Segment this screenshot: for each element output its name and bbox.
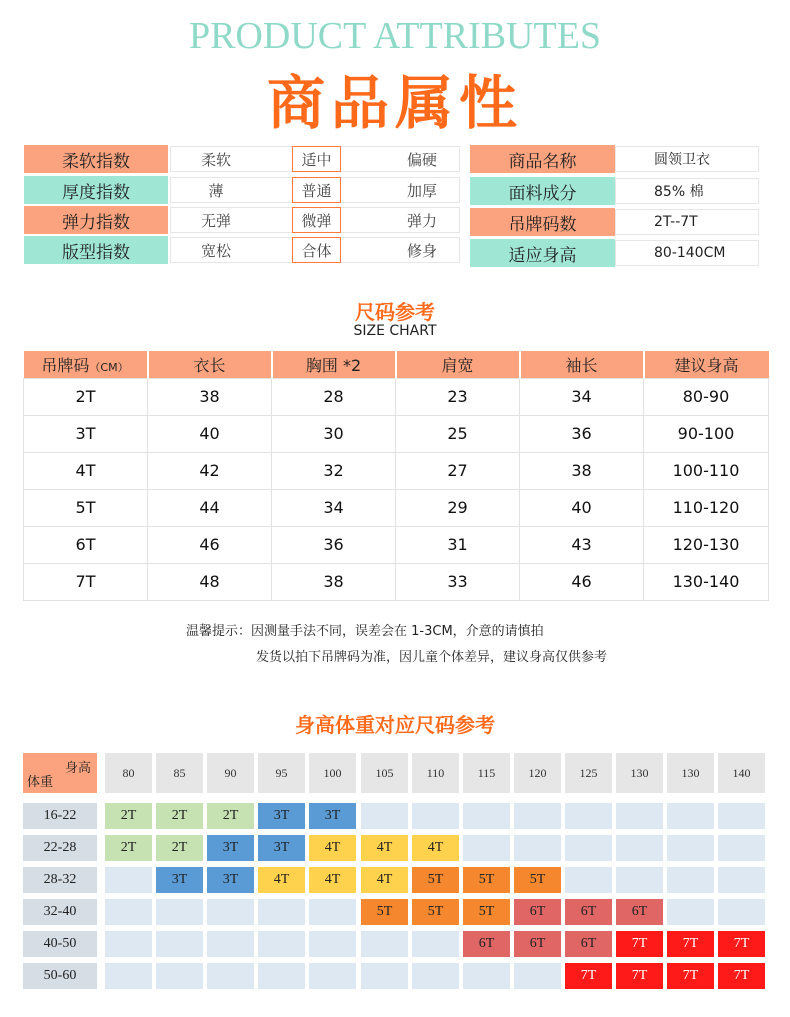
attribute-option: 柔软 (200, 150, 231, 169)
table-cell: 36 (520, 415, 644, 452)
size-cell: 6T (514, 931, 561, 957)
size-cell: 4T (361, 867, 408, 893)
weight-label: 50-60 (23, 963, 97, 989)
size-cell: 4T (309, 867, 356, 893)
table-cell: 38 (148, 378, 272, 415)
weight-label: 32-40 (23, 899, 97, 925)
weight-label: 28-32 (23, 867, 97, 893)
title-chinese: 商品属性 (266, 69, 523, 137)
col-header-height: 建议身高 (644, 351, 769, 378)
size-cell: 2T (207, 803, 254, 829)
empty-cell (667, 803, 714, 829)
empty-cell (258, 931, 305, 957)
height-header: 110 (412, 753, 459, 793)
size-cell: 5T (412, 899, 459, 925)
col-header-sleeve: 袖长 (520, 351, 644, 378)
empty-cell (105, 931, 152, 957)
size-cell: 2T (156, 803, 203, 829)
attribute-label: 厚度指数 (24, 176, 168, 204)
attribute-label: 弹力指数 (24, 206, 168, 234)
table-cell: 7T (24, 563, 148, 600)
size-cell: 5T (463, 899, 510, 925)
table-cell: 5T (24, 489, 148, 526)
size-cell: 3T (258, 835, 305, 861)
info-value: 85% 棉 (615, 178, 759, 204)
attribute-label: 柔软指数 (24, 145, 168, 173)
empty-cell (258, 899, 305, 925)
table-cell: 25 (396, 415, 520, 452)
size-cell: 7T (616, 963, 663, 989)
size-cell: 4T (309, 835, 356, 861)
size-cell: 4T (412, 835, 459, 861)
height-header: 120 (514, 753, 561, 793)
size-cell: 3T (309, 803, 356, 829)
table-cell: 31 (396, 526, 520, 563)
weight-label: 40-50 (23, 931, 97, 957)
table-cell: 90-100 (644, 415, 769, 452)
empty-cell (156, 963, 203, 989)
empty-cell (667, 835, 714, 861)
table-cell: 34 (272, 489, 396, 526)
size-cell: 3T (258, 803, 305, 829)
size-cell: 5T (514, 867, 561, 893)
title-english: PRODUCT ATTRIBUTES (188, 15, 602, 57)
table-cell: 130-140 (644, 563, 769, 600)
attribute-option-selected: 适中 (292, 146, 341, 172)
table-cell: 27 (396, 452, 520, 489)
table-cell: 3T (24, 415, 148, 452)
height-header: 85 (156, 753, 203, 793)
table-row (24, 526, 769, 563)
empty-cell (718, 803, 765, 829)
attribute-option: 修身 (406, 241, 437, 260)
empty-cell (565, 803, 612, 829)
size-cell: 5T (463, 867, 510, 893)
attribute-option-selected: 普通 (292, 177, 341, 203)
info-label: 面料成分 (470, 177, 615, 205)
empty-cell (207, 931, 254, 957)
size-cell: 5T (412, 867, 459, 893)
attribute-option: 宽松 (200, 241, 231, 260)
table-row (24, 489, 769, 526)
empty-cell (309, 931, 356, 957)
height-header: 90 (207, 753, 254, 793)
info-label: 吊牌码数 (470, 208, 615, 236)
height-header: 140 (718, 753, 765, 793)
info-value: 80-140CM (615, 240, 759, 266)
empty-cell (718, 867, 765, 893)
table-cell: 33 (396, 563, 520, 600)
empty-cell (105, 867, 152, 893)
weight-label: 16-22 (23, 803, 97, 829)
table-cell: 38 (520, 452, 644, 489)
empty-cell (156, 899, 203, 925)
attribute-options (170, 146, 460, 172)
attribute-options (170, 207, 460, 233)
height-header: 100 (309, 753, 356, 793)
empty-cell (361, 803, 408, 829)
table-cell: 4T (24, 452, 148, 489)
info-label: 适应身高 (470, 239, 615, 267)
height-header: 80 (105, 753, 152, 793)
table-cell: 42 (148, 452, 272, 489)
empty-cell (667, 899, 714, 925)
height-header: 115 (463, 753, 510, 793)
table-cell: 29 (396, 489, 520, 526)
size-cell: 7T (718, 931, 765, 957)
table-cell: 6T (24, 526, 148, 563)
empty-cell (514, 963, 561, 989)
attribute-option: 无弹 (200, 211, 231, 230)
empty-cell (156, 931, 203, 957)
height-header: 105 (361, 753, 408, 793)
empty-cell (258, 963, 305, 989)
attribute-option: 偏硬 (406, 150, 437, 169)
empty-cell (412, 803, 459, 829)
attribute-options (170, 237, 460, 263)
size-cell: 7T (565, 963, 612, 989)
table-cell: 120-130 (644, 526, 769, 563)
empty-cell (105, 963, 152, 989)
empty-cell (616, 867, 663, 893)
size-chart-subtitle: SIZE CHART (353, 323, 437, 339)
tip-line-2: 发货以拍下吊牌码为准，因儿童个体差异，建议身高仅供参考 (256, 650, 608, 665)
hw-corner-cell (23, 753, 97, 793)
table-row (24, 452, 769, 489)
empty-cell (361, 931, 408, 957)
table-cell: 30 (272, 415, 396, 452)
empty-cell (565, 867, 612, 893)
tip-line-1: 温馨提示：因测量手法不同，误差会在 1-3CM，介意的请慎拍 (186, 624, 544, 639)
empty-cell (207, 963, 254, 989)
table-cell: 34 (520, 378, 644, 415)
table-cell: 40 (148, 415, 272, 452)
size-cell: 2T (105, 835, 152, 861)
hw-chart-title: 身高体重对应尺码参考 (295, 713, 495, 737)
empty-cell (207, 899, 254, 925)
empty-cell (616, 835, 663, 861)
size-cell: 5T (361, 899, 408, 925)
table-cell: 43 (520, 526, 644, 563)
size-cell: 7T (718, 963, 765, 989)
table-cell: 100-110 (644, 452, 769, 489)
empty-cell (463, 803, 510, 829)
size-cell: 3T (207, 867, 254, 893)
weight-label: 22-28 (23, 835, 97, 861)
table-cell: 28 (272, 378, 396, 415)
col-header-shoulder: 肩宽 (396, 351, 520, 378)
size-cell: 4T (258, 867, 305, 893)
empty-cell (412, 931, 459, 957)
table-cell: 44 (148, 489, 272, 526)
height-header: 125 (565, 753, 612, 793)
table-row (24, 563, 769, 600)
size-cell: 6T (565, 899, 612, 925)
size-cell: 3T (207, 835, 254, 861)
col-header-chest: 胸围 *2 (272, 351, 396, 378)
size-cell: 7T (667, 931, 714, 957)
table-cell: 46 (148, 526, 272, 563)
height-header: 130 (667, 753, 714, 793)
corner-weight-label: 体重 (27, 775, 54, 790)
attribute-label: 版型指数 (24, 236, 168, 264)
empty-cell (718, 835, 765, 861)
table-cell: 110-120 (644, 489, 769, 526)
empty-cell (565, 835, 612, 861)
attribute-option-selected: 微弹 (292, 207, 341, 233)
empty-cell (309, 899, 356, 925)
empty-cell (361, 963, 408, 989)
size-table (23, 351, 769, 601)
size-cell: 6T (616, 899, 663, 925)
empty-cell (412, 963, 459, 989)
table-cell: 40 (520, 489, 644, 526)
info-label: 商品名称 (470, 145, 615, 173)
empty-cell (667, 867, 714, 893)
size-table-header (24, 351, 769, 378)
size-cell: 2T (156, 835, 203, 861)
table-cell: 2T (24, 378, 148, 415)
table-cell: 32 (272, 452, 396, 489)
size-cell: 6T (463, 931, 510, 957)
info-value: 2T--7T (615, 209, 759, 235)
attribute-option: 弹力 (406, 211, 437, 230)
table-cell: 46 (520, 563, 644, 600)
size-cell: 7T (616, 931, 663, 957)
empty-cell (463, 963, 510, 989)
empty-cell (105, 899, 152, 925)
empty-cell (309, 963, 356, 989)
col-header-length: 衣长 (148, 351, 272, 378)
table-cell: 80-90 (644, 378, 769, 415)
size-cell: 3T (156, 867, 203, 893)
height-header: 95 (258, 753, 305, 793)
corner-height-label: 身高 (64, 761, 91, 776)
table-cell: 23 (396, 378, 520, 415)
empty-cell (514, 835, 561, 861)
empty-cell (463, 835, 510, 861)
empty-cell (514, 803, 561, 829)
height-header: 130 (616, 753, 663, 793)
table-cell: 38 (272, 563, 396, 600)
table-cell: 36 (272, 526, 396, 563)
size-cell: 6T (514, 899, 561, 925)
col-header-tag: 吊牌码（CM） (24, 351, 148, 378)
table-row (24, 415, 769, 452)
size-chart-title: 尺码参考 (355, 300, 435, 324)
empty-cell (616, 803, 663, 829)
attribute-option: 加厚 (406, 181, 437, 200)
table-row (24, 378, 769, 415)
attribute-option-selected: 合体 (292, 237, 341, 263)
size-cell: 2T (105, 803, 152, 829)
size-cell: 7T (667, 963, 714, 989)
info-value: 圆领卫衣 (615, 146, 759, 172)
empty-cell (718, 899, 765, 925)
size-cell: 4T (361, 835, 408, 861)
attribute-option: 薄 (208, 181, 224, 200)
table-cell: 48 (148, 563, 272, 600)
size-cell: 6T (565, 931, 612, 957)
attribute-options (170, 177, 460, 203)
